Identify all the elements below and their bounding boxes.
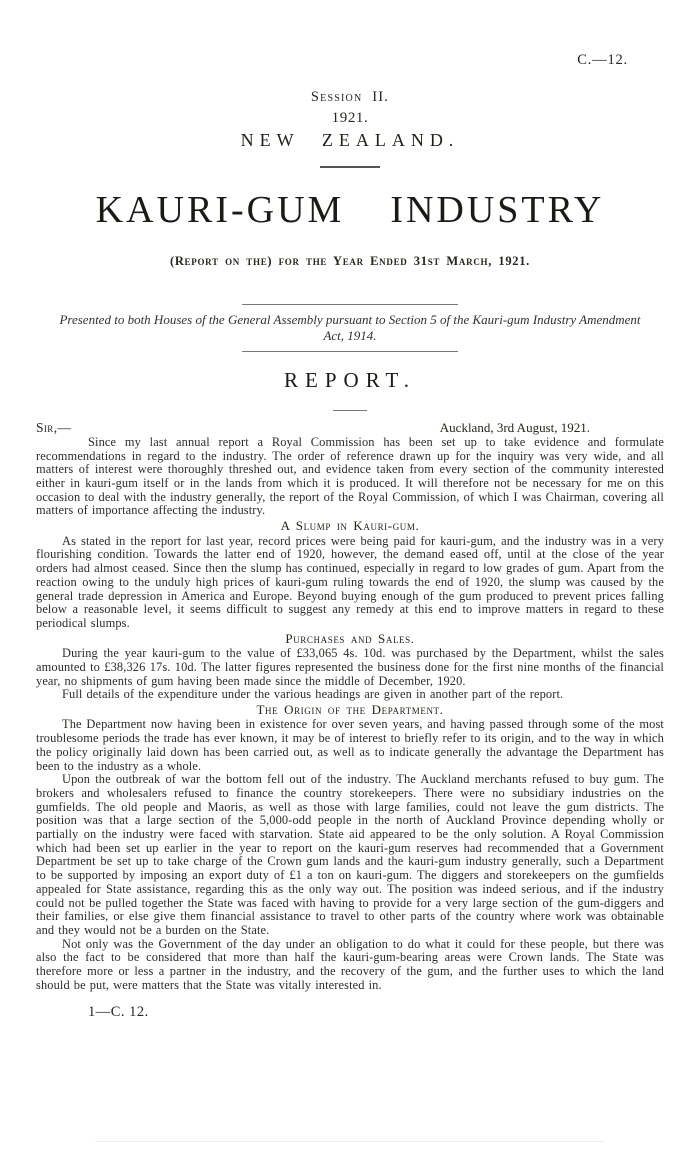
section-heading-slump: A Slump in Kauri-gum.: [280, 518, 420, 534]
paragraph-slump: As stated in the report for last year, record prices were being paid for kauri-gum, and the industry was in a very flourishing condition. Towards the latter end of 1920, however, the demand eased off, until at the close of the year orders had almost ceased. Since then the slump has continued, especially in regard to low grades of gum. Apart from the reaction owing to the unduly high prices of kauri-gum ruling towards the end of 1920, the slump was caused by the general trade depression in America and Europe. Beyond buying enough of the gum produced to prevent prices falling below a reasonable level, it seems difficult to suggest any remedy at this end to improve matters in regard to these periodical slumps.: [36, 533, 664, 630]
doc-reference: C.—12.: [577, 52, 628, 68]
divider-under-report-heading: [333, 410, 367, 411]
paragraph-origin-1: The Department now having been in existence for over seven years, and having passed through some of the most troublesome periods the trade has ever known, it may be of interest to briefly refer to its origin, and to the way in which the policy originally laid down has been carried out, as well as to indicate generally the advantage the Department has been to the industry as a whole.: [36, 717, 664, 773]
divider-below-presented-note: [242, 351, 458, 352]
country-line: NEW ZEALAND.: [240, 130, 460, 150]
title-word-industry: INDUSTRY: [390, 189, 605, 231]
paragraph-origin-2: Upon the outbreak of war the bottom fell out of the industry. The Auckland merchants refused to buy gum. The brokers and wholesalers refused to finance the country storekeepers. There were no subsidiary industries on the gumfields. The old people and Maoris, as well as those with large families, could not leave the gum districts. The position was that a large section of the 5,000-odd people in the north of Auckland Province depending wholly or partially on the industry were faced with starvation. State aid appeared to be the only solution. A Royal Commission which had been set up earlier in the year to report on the kauri-gum reserves had recommended that a Government Department be set up to take charge of the Crown gum lands and the kauri-gum industry generally, such a Department to be supported by imposing an export duty of £1 a ton on kauri-gum. The diggers and storekeepers on the gumfields appealed for State assistance, regarding this as the only way out. The position was indeed serious, and if the industry could not be pulled together the State was faced with having to provide for a very large section of the gum-diggers and their families, or else give them financial assistance to travel to other parts of the country where work was obtainable and they would not be a burden on the State.: [36, 772, 664, 937]
divider-above-presented-note: [242, 304, 458, 305]
paragraph-origin-3: Not only was the Government of the day under an obligation to do what it could for these people, but there was also the fact to be considered that more than half the kauri-gum-bearing areas were Crown lands. The State was therefore more or less a partner in the industry, and the recovery of the gum, and the further uses to which the land should be put, were matters that the State was vitally interested in.: [36, 936, 664, 992]
salutation: Sir,—: [36, 419, 72, 435]
divider-under-country: [320, 166, 380, 168]
dateline: Auckland, 3rd August, 1921.: [439, 419, 590, 435]
paragraph-intro: Since my last annual report a Royal Commission has been set up to take evidence and formulate recommendations in regard to the industry. The order of reference drawn up for the inquiry was very wide, and all matters of interest were thoroughly threshed out, and evidence taken from every section of the community interested either in kauri-gum itself or in the lands from which it is produced. It will therefore not be necessary for me on this occasion to deal with the industry generally, the report of the Royal Commission, of which I was Chairman, covering all matters of importance affecting the industry.: [36, 434, 664, 518]
section-heading-origin: The Origin of the Department.: [256, 701, 444, 717]
scan-artifact-line: [95, 1141, 605, 1142]
report-subtitle: (Report on the) for the Year Ended 31st March, 1921.: [169, 254, 531, 269]
year-line: 1921.: [331, 110, 369, 126]
title-word-kauri-gum: KAURI-GUM: [95, 189, 345, 231]
session-line: Session II.: [310, 89, 390, 105]
dateline-row: [36, 420, 664, 436]
section-heading-purchases: Purchases and Sales.: [285, 630, 415, 646]
main-title: [36, 191, 664, 229]
presented-note: Presented to both Houses of the General Assembly pursuant to Section 5 of the Kauri-gum Industry Amendment Act, 1914.: [59, 312, 641, 344]
report-heading: REPORT.: [284, 368, 416, 393]
paragraph-purchases: During the year kauri-gum to the value of £33,065 4s. 10d. was purchased by the Department, whilst the sales amounted to £38,326 17s. 10d. The latter figures represented the business done for the first nine months of the financial year, no shipments of gum having been made since the middle of December, 1920.: [36, 646, 664, 688]
paragraph-expenditure: Full details of the expenditure under the various headings are given in another part of the report.: [62, 687, 564, 702]
footer-page-reference: 1—C. 12.: [88, 1004, 149, 1021]
report-body: [36, 436, 664, 993]
